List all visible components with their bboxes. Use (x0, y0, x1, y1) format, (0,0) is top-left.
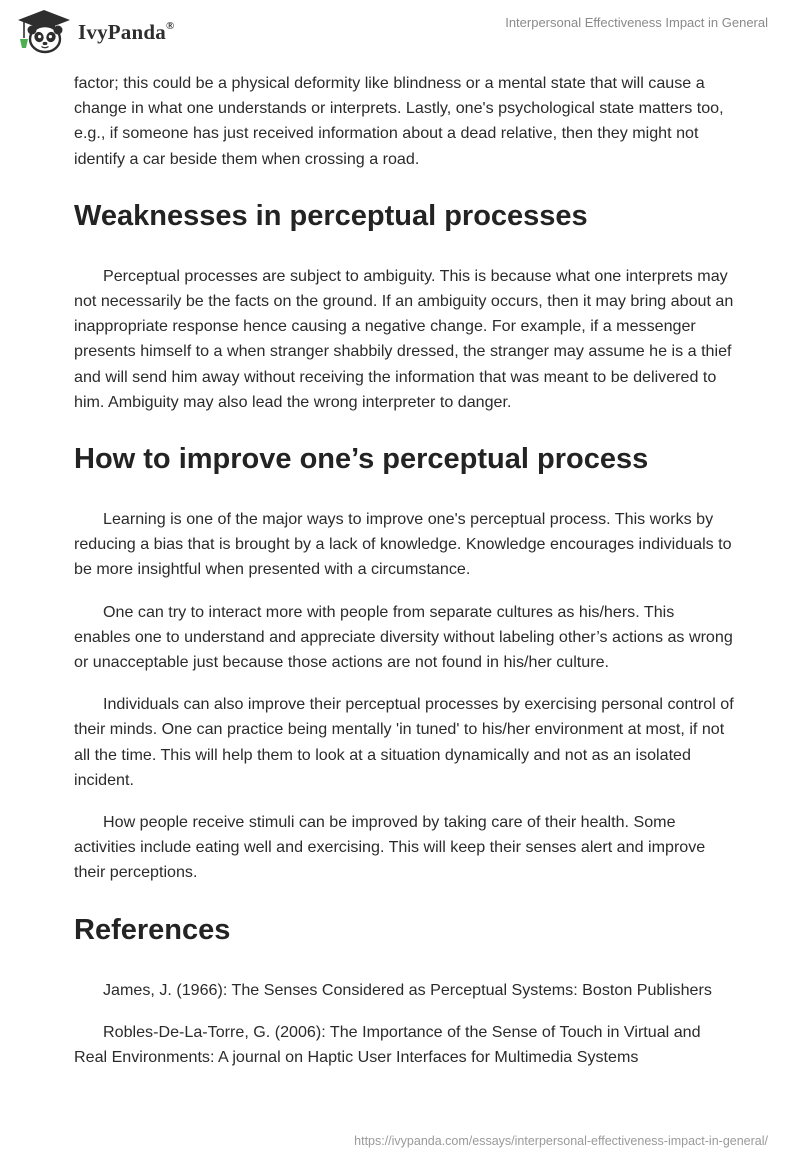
brand-name: IvyPanda® (78, 19, 175, 44)
reference-item: James, J. (1966): The Senses Considered as Perceptual Systems: Boston Publishers (103, 980, 712, 999)
essay-body (74, 71, 734, 1087)
source-url[interactable]: https://ivypanda.com/essays/interpersonal-effectiveness-impact-in-general/ (354, 1134, 768, 1148)
section-heading-improve: How to improve one’s perceptual process (74, 443, 649, 476)
page-header (0, 0, 800, 64)
reference-item: Robles-De-La-Torre, G. (2006): The Importance of the Sense of Touch in Virtual and Real Environments: A journal on Haptic User Interfaces for Multimedia Systems (74, 1022, 701, 1067)
panda-graduate-icon (14, 8, 74, 54)
paragraph: Individuals can also improve their perceptual processes by exercising personal control of their minds. One can practice being mentally 'in tuned' to his/her environment at most, if not all the time. This will help them to look at a situation dynamically and not as an isolated incident. (74, 695, 734, 789)
paragraph: Learning is one of the major ways to improve one's perceptual process. This works by reducing a bias that is brought by a lack of knowledge. Knowledge encourages individuals to be more insightful when presented with a circumstance. (74, 510, 732, 579)
paragraph: One can try to interact more with people from separate cultures as his/hers. This enables one to understand and appreciate diversity without labeling other’s actions as wrong or unacceptable just because those actions are not found in his/her culture. (74, 602, 733, 672)
document-title: Interpersonal Effectiveness Impact in General (505, 15, 768, 30)
section-heading-references: References (74, 913, 231, 946)
brand-logo[interactable] (14, 8, 174, 54)
intro-paragraph: factor; this could be a physical deformity like blindness or a mental state that will cause a change in what one understands or interprets. Lastly, one's psychological state matters too, e.g., if someone has just received information about a dead relative, then they might not identify a car beside them when crossing a road. (74, 74, 724, 168)
paragraph: Perceptual processes are subject to ambiguity. This is because what one interprets may not necessarily be the facts on the ground. If an ambiguity occurs, then it may bring about an inappropriate response hence causing a negative change. For example, if a messenger presents himself to a when stranger shabbily dressed, the stranger may assume he is a thief and will send him away without receiving the information that was meant to be delivered to him. Ambiguity may also lead the wrong interpreter to danger. (74, 266, 734, 411)
section-heading-weaknesses: Weaknesses in perceptual processes (74, 199, 588, 232)
paragraph: How people receive stimuli can be improved by taking care of their health. Some activities include eating well and exercising. This will keep their senses alert and improve their perceptions. (74, 813, 706, 882)
